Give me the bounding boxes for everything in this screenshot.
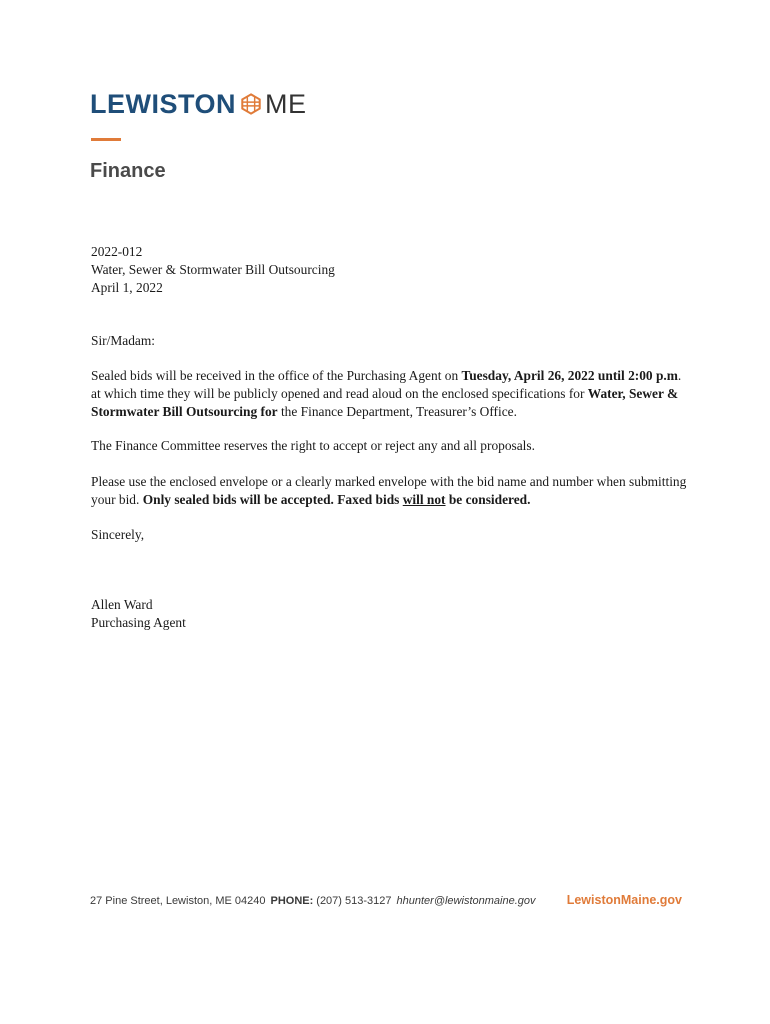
bid-number: 2022-012 — [91, 244, 143, 259]
paragraph-submission — [91, 473, 687, 509]
salutation: Sir/Madam: — [91, 333, 155, 348]
footer — [90, 893, 682, 907]
para1-text-3: the Finance Department, Treasurer’s Office. — [277, 404, 517, 419]
reference-block — [91, 243, 687, 297]
logo-state: ME — [265, 89, 307, 119]
logo-wordmark: LEWISTON — [90, 89, 237, 119]
para3-will-not: will not — [402, 492, 446, 507]
department-title: Finance — [90, 160, 166, 182]
honeycomb-icon — [240, 93, 262, 115]
para3-considered: be considered. — [445, 492, 531, 507]
footer-website[interactable]: LewistonMaine.gov — [566, 893, 682, 907]
signer-title: Purchasing Agent — [91, 615, 186, 630]
footer-phone: (207) 513-3127 — [316, 895, 392, 907]
footer-address: 27 Pine Street, Lewiston, ME 04240 — [90, 895, 266, 907]
footer-phone-label: PHONE: — [270, 895, 314, 907]
para1-text-2: . at which time they will be publicly opened and read aloud on the enclosed specifications for — [91, 368, 682, 401]
lewiston-logo — [90, 88, 307, 120]
signature-block — [91, 596, 687, 632]
paragraph-reservation: The Finance Committee reserves the right to accept or reject any and all proposals. — [91, 438, 535, 453]
para3-text-1: Please use the enclosed envelope or a clearly marked envelope with the bid name and number when submitting your bid. — [91, 474, 687, 507]
signer-name: Allen Ward — [91, 597, 153, 612]
paragraph-bid-deadline — [91, 367, 687, 421]
accent-rule — [91, 138, 121, 141]
closing: Sincerely, — [91, 527, 145, 542]
letter-date: April 1, 2022 — [91, 280, 163, 295]
para1-project: Water, Sewer & Stormwater Bill Outsourcing for — [91, 386, 679, 419]
para3-sealed-bids: Only sealed bids will be accepted. Faxed bids — [142, 492, 403, 507]
footer-email[interactable]: hhunter@lewistonmaine.gov — [396, 895, 536, 907]
para1-text-1: Sealed bids will be received in the office of the Purchasing Agent on — [91, 368, 462, 383]
bid-subject: Water, Sewer & Stormwater Bill Outsourcing — [91, 262, 335, 277]
para1-deadline: Tuesday, April 26, 2022 until 2:00 p.m — [461, 368, 678, 383]
